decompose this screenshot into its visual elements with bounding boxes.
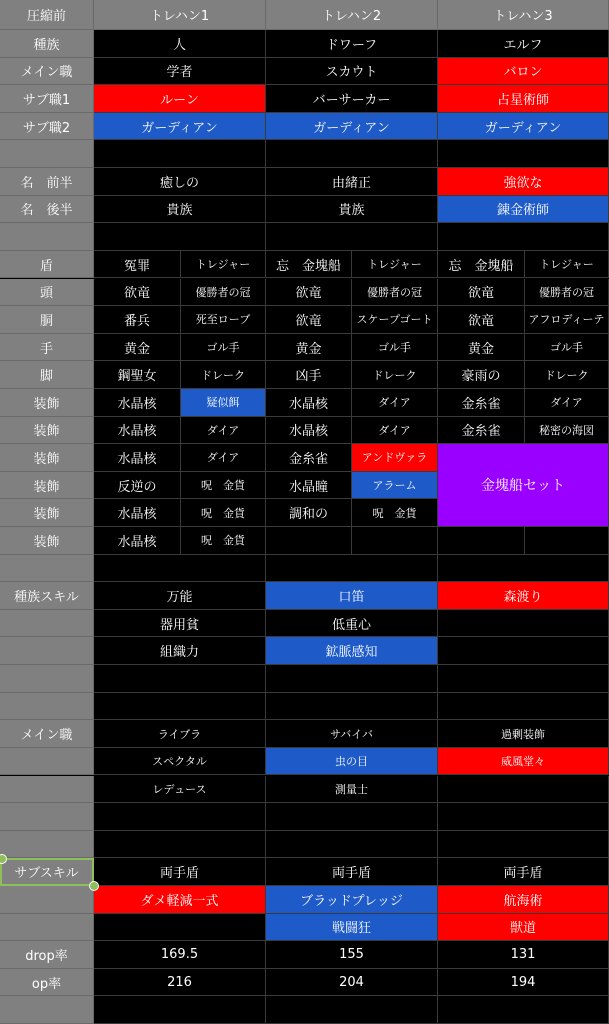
data-cell[interactable]: 反逆の — [94, 472, 181, 500]
column-header-2[interactable]: トレハン2 — [266, 0, 438, 30]
data-cell[interactable]: 冤罪 — [94, 251, 181, 279]
data-cell[interactable]: 人 — [94, 30, 266, 58]
data-cell[interactable]: バーサーカー — [266, 85, 438, 113]
data-cell[interactable]: 森渡り — [438, 582, 609, 610]
data-cell[interactable]: ガーディアン — [266, 113, 438, 141]
data-cell[interactable]: 鉱脈感知 — [266, 637, 438, 665]
row-label[interactable]: 種族スキル — [0, 582, 94, 610]
data-cell[interactable]: 黄金 — [94, 334, 181, 362]
empty-cell[interactable] — [266, 665, 438, 693]
row-label[interactable]: メイン職 — [0, 720, 94, 748]
data-cell[interactable]: ダイア — [352, 389, 438, 417]
data-cell[interactable]: 調和の — [266, 499, 352, 527]
data-cell[interactable]: 忘 金塊船 — [266, 251, 352, 279]
data-cell[interactable]: 戦闘狂 — [266, 914, 438, 942]
data-cell[interactable]: 水晶瞳 — [266, 472, 352, 500]
data-cell[interactable]: 131 — [438, 941, 609, 969]
empty-cell[interactable] — [266, 555, 438, 583]
data-cell[interactable]: 貴族 — [94, 196, 266, 224]
empty-cell[interactable] — [266, 803, 438, 831]
data-cell[interactable]: アラーム — [352, 472, 438, 500]
data-cell[interactable]: ガーディアン — [94, 113, 266, 141]
data-cell[interactable]: 欲竜 — [266, 306, 352, 334]
data-cell[interactable]: 両手盾 — [438, 858, 609, 886]
data-cell[interactable]: 測量士 — [266, 776, 438, 804]
data-cell[interactable]: 器用貧 — [94, 610, 266, 638]
row-label[interactable] — [0, 886, 94, 914]
row-label[interactable]: メイン職 — [0, 58, 94, 86]
data-cell[interactable]: 黄金 — [438, 334, 525, 362]
row-label[interactable]: 脚 — [0, 361, 94, 389]
data-cell[interactable]: トレジャー — [352, 251, 438, 279]
empty-cell[interactable] — [94, 996, 266, 1024]
merged-cell[interactable]: 金塊船セット — [438, 444, 609, 527]
data-cell[interactable]: 口笛 — [266, 582, 438, 610]
data-cell[interactable]: 呪 金貨 — [181, 499, 266, 527]
data-cell[interactable]: 過剰装飾 — [438, 720, 609, 748]
row-label[interactable] — [0, 693, 94, 721]
data-cell[interactable]: 水晶核 — [94, 389, 181, 417]
data-cell[interactable]: 癒しの — [94, 168, 266, 196]
data-cell[interactable]: 貴族 — [266, 196, 438, 224]
data-cell[interactable]: 金糸雀 — [266, 444, 352, 472]
data-cell[interactable]: サバイバ — [266, 720, 438, 748]
selection-handle-bottom-right[interactable] — [89, 881, 99, 891]
data-cell[interactable]: 呪 金貨 — [181, 472, 266, 500]
row-label[interactable] — [0, 610, 94, 638]
data-cell[interactable]: ダイア — [352, 417, 438, 445]
row-label[interactable]: サブ職2 — [0, 113, 94, 141]
data-cell[interactable]: ルーン — [94, 85, 266, 113]
data-cell[interactable]: 欲竜 — [94, 279, 181, 307]
data-cell[interactable]: レデュース — [94, 776, 266, 804]
data-cell[interactable]: 金糸雀 — [438, 417, 525, 445]
data-cell[interactable]: 呪 金貨 — [352, 499, 438, 527]
row-label[interactable] — [0, 555, 94, 583]
data-cell[interactable]: 威風堂々 — [438, 748, 609, 776]
corner-header[interactable]: 圧縮前 — [0, 0, 94, 30]
data-cell[interactable]: 204 — [266, 969, 438, 997]
row-label[interactable]: 装飾 — [0, 389, 94, 417]
data-cell[interactable]: 呪 金貨 — [181, 527, 266, 555]
row-label[interactable]: 装飾 — [0, 417, 94, 445]
data-cell[interactable]: ブラッドプレッジ — [266, 886, 438, 914]
data-cell[interactable]: スケープゴート — [352, 306, 438, 334]
row-label[interactable]: 盾 — [0, 251, 94, 279]
data-cell[interactable]: 優勝者の冠 — [181, 279, 266, 307]
row-label[interactable]: 装飾 — [0, 499, 94, 527]
row-label[interactable] — [0, 140, 94, 168]
data-cell[interactable]: ドレーク — [181, 361, 266, 389]
empty-cell[interactable] — [438, 693, 609, 721]
empty-cell[interactable] — [266, 223, 438, 251]
empty-cell[interactable] — [94, 555, 266, 583]
empty-cell[interactable] — [438, 665, 609, 693]
empty-cell[interactable] — [266, 140, 438, 168]
data-cell[interactable]: 死至ローブ — [181, 306, 266, 334]
data-cell[interactable]: 欲竜 — [438, 279, 525, 307]
row-label[interactable]: 種族 — [0, 30, 94, 58]
data-cell[interactable]: 金糸雀 — [438, 389, 525, 417]
row-label[interactable] — [0, 637, 94, 665]
data-cell[interactable]: 水晶核 — [94, 444, 181, 472]
data-cell[interactable]: 由緒正 — [266, 168, 438, 196]
row-label[interactable] — [0, 665, 94, 693]
data-cell[interactable] — [438, 776, 609, 804]
data-cell[interactable] — [352, 527, 438, 555]
row-label[interactable] — [0, 803, 94, 831]
row-label[interactable]: op率 — [0, 969, 94, 997]
empty-cell[interactable] — [266, 996, 438, 1024]
data-cell[interactable]: 水晶核 — [94, 499, 181, 527]
empty-cell[interactable] — [94, 803, 266, 831]
empty-cell[interactable] — [438, 831, 609, 859]
empty-cell[interactable] — [438, 140, 609, 168]
data-cell[interactable]: 水晶核 — [94, 417, 181, 445]
row-label[interactable]: 装飾 — [0, 527, 94, 555]
empty-cell[interactable] — [94, 665, 266, 693]
empty-cell[interactable] — [94, 693, 266, 721]
data-cell[interactable]: 優勝者の冠 — [525, 279, 609, 307]
empty-cell[interactable] — [266, 693, 438, 721]
row-label[interactable]: サブ職1 — [0, 85, 94, 113]
selected-row-label[interactable]: サブスキル — [0, 858, 94, 886]
row-label[interactable] — [0, 776, 94, 804]
data-cell[interactable]: 両手盾 — [266, 858, 438, 886]
data-cell[interactable]: トレジャー — [525, 251, 609, 279]
data-cell[interactable]: 水晶核 — [94, 527, 181, 555]
data-cell[interactable]: 欲竜 — [438, 306, 525, 334]
data-cell[interactable]: 優勝者の冠 — [352, 279, 438, 307]
data-cell[interactable]: ダイア — [181, 417, 266, 445]
data-cell[interactable] — [438, 527, 525, 555]
data-cell[interactable]: 欲竜 — [266, 279, 352, 307]
row-label[interactable]: 手 — [0, 334, 94, 362]
empty-cell[interactable] — [266, 831, 438, 859]
data-cell[interactable] — [438, 637, 609, 665]
data-cell[interactable]: 鋼聖女 — [94, 361, 181, 389]
data-cell[interactable]: アンドヴァラ — [352, 444, 438, 472]
row-label[interactable]: 頭 — [0, 279, 94, 307]
data-cell[interactable]: アフロディーテ — [525, 306, 609, 334]
row-label[interactable] — [0, 223, 94, 251]
data-cell[interactable]: 強欲な — [438, 168, 609, 196]
data-cell[interactable]: ダイア — [525, 389, 609, 417]
data-cell[interactable]: ドレーク — [525, 361, 609, 389]
data-cell[interactable]: スカウト — [266, 58, 438, 86]
data-cell[interactable]: 万能 — [94, 582, 266, 610]
data-cell[interactable]: ダイア — [181, 444, 266, 472]
empty-cell[interactable] — [438, 803, 609, 831]
data-cell[interactable]: バロン — [438, 58, 609, 86]
data-cell[interactable]: 水晶核 — [266, 417, 352, 445]
data-cell[interactable]: 秘密の海図 — [525, 417, 609, 445]
data-cell[interactable] — [438, 610, 609, 638]
data-cell[interactable]: 凶手 — [266, 361, 352, 389]
empty-cell[interactable] — [438, 555, 609, 583]
data-cell[interactable]: 216 — [94, 969, 266, 997]
row-label[interactable]: 胴 — [0, 306, 94, 334]
row-label[interactable]: 名 後半 — [0, 196, 94, 224]
row-label[interactable] — [0, 748, 94, 776]
data-cell[interactable]: ガーディアン — [438, 113, 609, 141]
empty-cell[interactable] — [94, 223, 266, 251]
data-cell[interactable]: 豪雨の — [438, 361, 525, 389]
empty-cell[interactable] — [438, 223, 609, 251]
row-label[interactable] — [0, 831, 94, 859]
data-cell[interactable] — [266, 527, 352, 555]
row-label[interactable] — [0, 914, 94, 942]
data-cell[interactable]: ゴル手 — [352, 334, 438, 362]
data-cell[interactable]: スペクタル — [94, 748, 266, 776]
empty-cell[interactable] — [438, 996, 609, 1024]
row-label[interactable]: 名 前半 — [0, 168, 94, 196]
data-cell[interactable]: トレジャー — [181, 251, 266, 279]
data-cell[interactable]: 155 — [266, 941, 438, 969]
data-cell[interactable]: 水晶核 — [266, 389, 352, 417]
data-cell[interactable]: 錬金術師 — [438, 196, 609, 224]
data-cell[interactable] — [94, 914, 266, 942]
row-label[interactable] — [0, 996, 94, 1024]
data-cell[interactable]: 占星術師 — [438, 85, 609, 113]
data-cell[interactable]: 黄金 — [266, 334, 352, 362]
data-cell[interactable]: 航海術 — [438, 886, 609, 914]
empty-cell[interactable] — [94, 831, 266, 859]
data-cell[interactable]: ドレーク — [352, 361, 438, 389]
data-cell[interactable]: 194 — [438, 969, 609, 997]
data-cell[interactable]: 学者 — [94, 58, 266, 86]
data-cell[interactable]: 疑似餌 — [181, 389, 266, 417]
data-cell[interactable]: ゴル手 — [525, 334, 609, 362]
data-cell[interactable] — [525, 527, 609, 555]
data-cell[interactable]: 獣道 — [438, 914, 609, 942]
data-cell[interactable]: ライブラ — [94, 720, 266, 748]
row-label[interactable]: 装飾 — [0, 444, 94, 472]
data-cell[interactable]: 両手盾 — [94, 858, 266, 886]
data-cell[interactable]: 忘 金塊船 — [438, 251, 525, 279]
data-cell[interactable]: 169.5 — [94, 941, 266, 969]
column-header-1[interactable]: トレハン1 — [94, 0, 266, 30]
column-header-3[interactable]: トレハン3 — [438, 0, 609, 30]
data-cell[interactable]: 低重心 — [266, 610, 438, 638]
data-cell[interactable]: ドワーフ — [266, 30, 438, 58]
data-cell[interactable]: ゴル手 — [181, 334, 266, 362]
data-cell[interactable]: 虫の目 — [266, 748, 438, 776]
data-cell[interactable]: エルフ — [438, 30, 609, 58]
row-label[interactable]: 装飾 — [0, 472, 94, 500]
row-label[interactable]: drop率 — [0, 941, 94, 969]
empty-cell[interactable] — [94, 140, 266, 168]
data-cell[interactable]: 組織力 — [94, 637, 266, 665]
data-cell[interactable]: 番兵 — [94, 306, 181, 334]
data-cell[interactable]: ダメ軽減一式 — [94, 886, 266, 914]
